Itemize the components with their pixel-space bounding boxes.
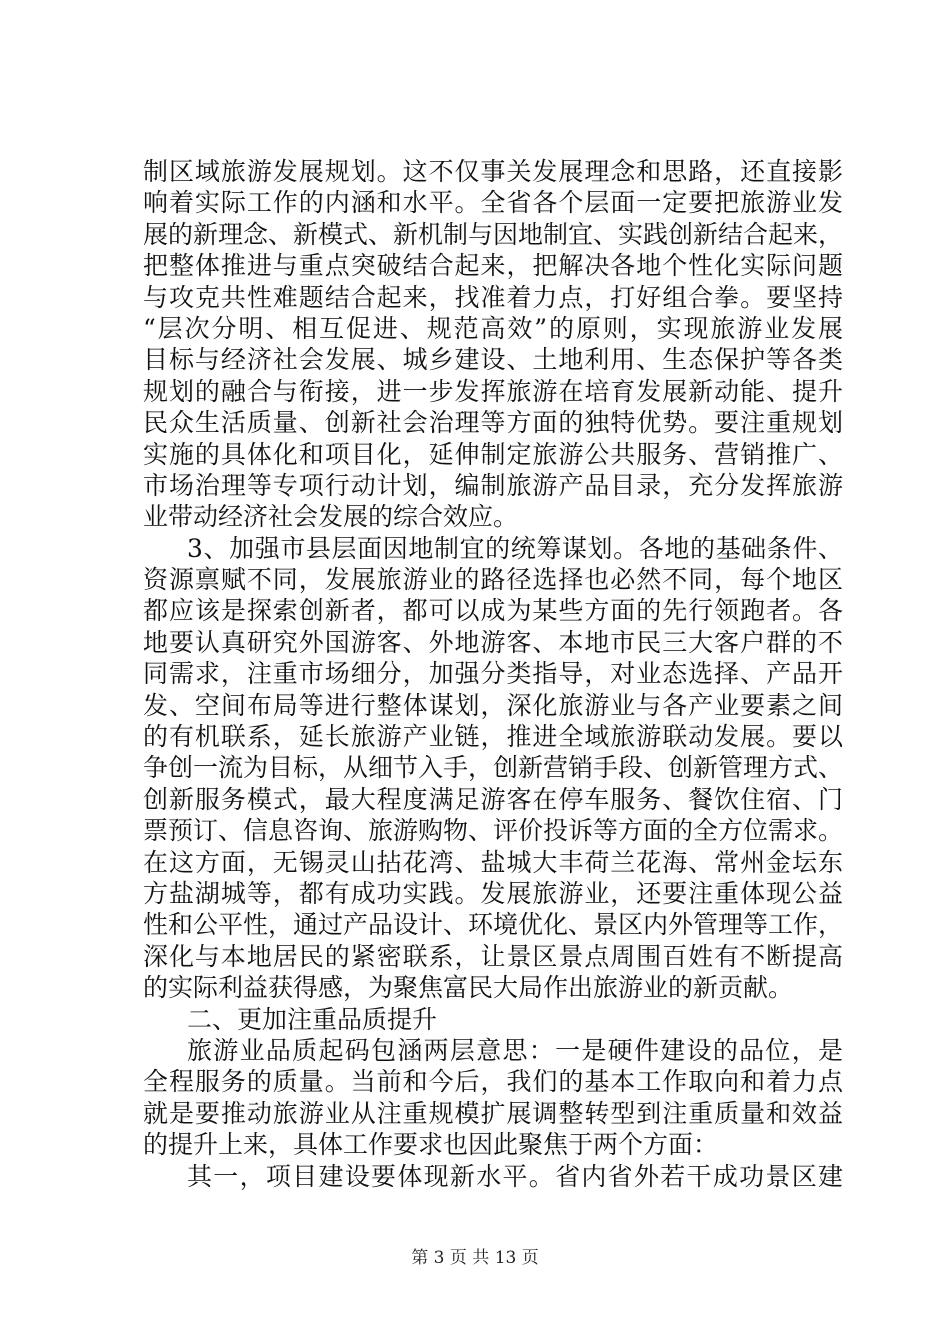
text-line: 旅游业品质起码包涵两层意思：一是硬件建设的品位，是 — [187, 1035, 843, 1065]
text-line: 性和公平性，通过产品设计、环境优化、景区内外管理等工作， — [143, 910, 843, 940]
text-line: 市场治理等专项行动计划，编制旅游产品目录，充分发挥旅游 — [143, 470, 843, 500]
page-footer: 第 3 页 共 13 页 — [411, 1248, 539, 1268]
text-line: 响着实际工作的内涵和水平。全省各个层面一定要把旅游业发 — [143, 188, 843, 218]
text-line: 制区域旅游发展规划。这不仅事关发展理念和思路，还直接影 — [143, 157, 843, 186]
text-line: 规划的融合与衔接，进一步发挥旅游在培育发展新动能、提升 — [143, 376, 843, 406]
text-line: 民众生活质量、创新社会治理等方面的独特优势。要注重规划 — [143, 408, 843, 438]
text-line: 就是要推动旅游业从注重规模扩展调整转型到注重质量和效益 — [143, 1098, 843, 1128]
text-line: 地要认真研究外国游客、外地游客、本地市民三大客户群的不 — [143, 627, 843, 657]
text-line: 其一，项目建设要体现新水平。省内省外若干成功景区建 — [187, 1161, 843, 1191]
text-line: 的实际利益获得感，为聚焦富民大局作出旅游业的新贡献。 — [143, 973, 794, 1003]
text-line: 发、空间布局等进行整体谋划，深化旅游业与各产业要素之间 — [143, 690, 843, 720]
text-line: 深化与本地居民的紧密联系，让景区景点周围百姓有不断提高 — [143, 941, 843, 971]
text-line: 的提升上来，具体工作要求也因此聚焦于两个方面： — [143, 1130, 719, 1160]
text-line: 二、更加注重品质提升 — [187, 1004, 438, 1034]
text-line: 把整体推进与重点突破结合起来，把解决各地个性化实际问题 — [143, 251, 843, 281]
text-line: 票预订、信息咨询、旅游购物、评价投诉等方面的全方位需求。 — [143, 816, 843, 846]
text-line: “层次分明、相互促进、规范高效”的原则，实现旅游业发展 — [143, 313, 843, 343]
text-line: 在这方面，无锡灵山拈花湾、盐城大丰荷兰花海、常州金坛东 — [143, 847, 843, 877]
text-line: 业带动经济社会发展的综合效应。 — [143, 502, 519, 532]
text-line: 都应该是探索创新者，都可以成为某些方面的先行领跑者。各 — [143, 596, 843, 626]
text-line: 同需求，注重市场细分，加强分类指导，对业态选择、产品开 — [143, 659, 843, 689]
text-line: 资源禀赋不同，发展旅游业的路径选择也必然不同，每个地区 — [143, 565, 843, 595]
text-line: 创新服务模式，最大程度满足游客在停车服务、餐饮住宿、门 — [143, 784, 843, 814]
text-line: 与攻克共性难题结合起来，找准着力点，打好组合拳。要坚持 — [143, 282, 843, 312]
text-line: 展的新理念、新模式、新机制与因地制宜、实践创新结合起来， — [143, 219, 843, 249]
text-line: 实施的具体化和项目化，延伸制定旅游公共服务、营销推广、 — [143, 439, 843, 469]
text-line: 全程服务的质量。当前和今后，我们的基本工作取向和着力点 — [143, 1067, 843, 1097]
text-line: 的有机联系，延长旅游产业链，推进全域旅游联动发展。要以 — [143, 722, 843, 752]
text-line: 目标与经济社会发展、城乡建设、土地利用、生态保护等各类 — [143, 345, 843, 375]
text-line: 3、加强市县层面因地制宜的统筹谋划。各地的基础条件、 — [187, 533, 843, 563]
document-body — [143, 156, 843, 1192]
text-line: 争创一流为目标，从细节入手，创新营销手段、创新管理方式、 — [143, 753, 843, 783]
text-line: 方盐湖城等，都有成功实践。发展旅游业，还要注重体现公益 — [143, 878, 843, 908]
